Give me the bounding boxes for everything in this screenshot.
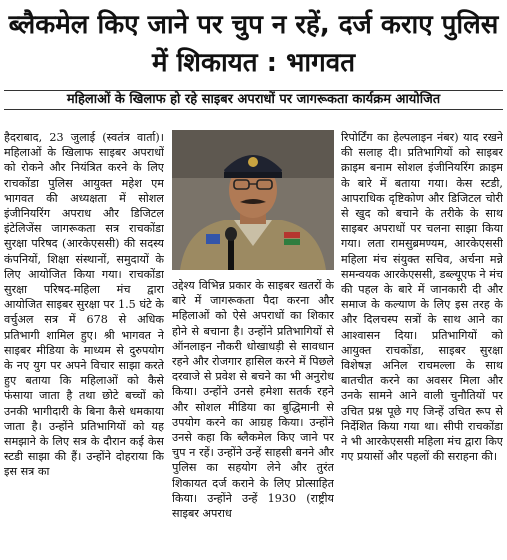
police-officer-photo: [172, 130, 334, 270]
article-column-1: हैदराबाद, 23 जुलाई (स्वतंत्र वार्ता)। महिलाओं के खिलाफ साइबर अपराधों को रोकने और नियंत्रित करने के लिए राचकोंडा पुलिस आयुक्त महेश एम भागवत की अध्यक्षता में सोशल इंजीनियरिंग अपराध और डिजिटल इंटेलिजेंस जागरूकता सत्र राचकोंडा सुरक्षा परिषद (आरकेएससी) की सदस्य कंपनियों, शिक्षा संस्थानों, समुदायों के लिए आयोजित किया गया। राचकोंडा सुरक्षा परिषद-महिला मंच द्वारा आयोजित साइबर सुरक्षा पर 1.5 घंटे के वर्चुअल सत्र में 678 से अधिक प्रतिभागी शामिल हुए। श्री भागवत ने साइबर मीडिया के माध्यम से दुरुपयोग के नए युग पर अपने विचार साझा करते हुए बताया कि महिलाओं को कैसे फंसाया जाता है तथा छोटे बच्चों को उनकी भागीदारी के बिना कैसे धमकाया जाता है। उन्होंने प्रतिभागियों को यह समझाने के लिए सत्र के दौरान कई केस स्टडी साझा की हैं। उन्होंने दोहराया कि इस सत्र का: [4, 131, 164, 479]
article-column-3: रिपोर्टिंग का हेल्पलाइन नंबर) याद रखने की सलाह दी। प्रतिभागियों को साइबर क्राइम बनाम सोशल इंजीनियरिंग क्राइम के बारे में बताया गया। केस स्टडी, आपराधिक दृष्टिकोण और डिजिटल चोरी से खुद को बचाने के तरीके के साथ साइबर अपराधों पर चलना साझा किया गया। लता रामसुब्रमण्यम, आरकेएससी महिला मंच संयुक्त सचिव, अर्चना मन्ने समन्वयक आरकेएससी, डब्ल्यूएफ ने मंच की पहल के बारे में जानकारी दी और समाज के कल्याण के लिए इस तरह के और दिलचस्प सत्रों के साथ आने का आश्वासन दिया। प्रतिभागियों को आयुक्त राचकोंडा, साइबर सुरक्षा विशेषज्ञ अनिल राचमल्ला के साथ बातचीत करने का अवसर मिला और उनके सामने आने वाली चुनौतियों पर उचित प्रश्न पूछे गए जिन्हें उचित रूप से निर्देशित किया गया था। सीपी राचकोंडा ने भी आरकेएससी महिला मंच द्वारा किए गए प्रयासों और पहलों की सराहना की।: [341, 131, 503, 464]
headline: ब्लैकमेल किए जाने पर चुप न रहें, दर्ज कराए पुलिस में शिकायत : भागवत: [8, 10, 499, 78]
article-body: [0, 130, 507, 560]
subheadline: महिलाओं के खिलाफ हो रहे साइबर अपराधों पर जागरूकता कार्यक्रम आयोजित: [4, 90, 503, 110]
article-column-2: उद्देश्य विभिन्न प्रकार के साइबर खतरों के बारे में जागरूकता पैदा करना और महिलाओं को ऐसे अपराधों का शिकार होने से बचाना है। उन्होंने प्रतिभागियों से ऑनलाइन नौकरी धोखाधड़ी से सावधान रहने और रोजगार हासिल करने में पिछले दरवाजे से प्रवेश से बचने का भी अनुरोध किया। उन्होंने उनसे हमेशा सतर्क रहने और सोशल मीडिया का बुद्धिमानी से उपयोग करने का आग्रह किया। उन्होंने उनसे कहा कि ब्लैकमेल किए जाने पर चुप न रहें। उन्होंने उन्हें साहसी बनने और पुलिस का सहयोग लेने और तुरंत शिकायत दर्ज कराने के लिए प्रोत्साहित किया। उन्होंने उन्हें 1930 (राष्ट्रीय साइबर अपराध: [172, 279, 334, 521]
police-officer-portrait-icon: [172, 130, 334, 270]
